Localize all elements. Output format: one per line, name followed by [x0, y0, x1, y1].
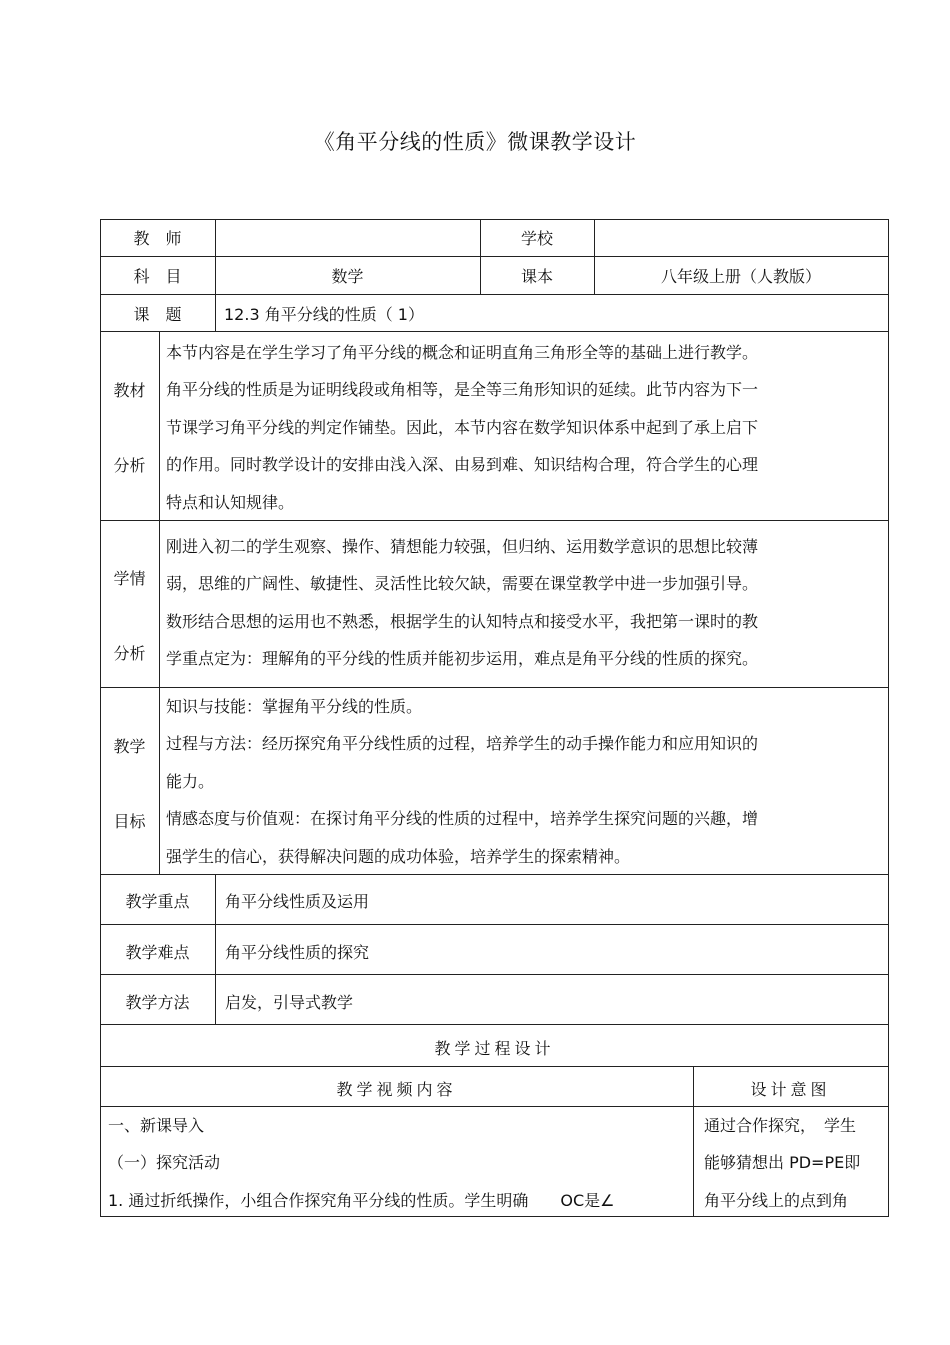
method-value: 启发，引导式教学: [225, 993, 354, 1012]
paragraph-line: 知识与技能：掌握角平分线的性质。: [166, 697, 423, 716]
paragraph-line: 学重点定为：理解角的平分线的性质并能初步运用，难点是角平分线的性质的探究。: [166, 649, 759, 669]
method-label: 教学方法: [125, 993, 190, 1012]
design-intent-header: 设计意图: [750, 1080, 831, 1099]
subject-value: 数学: [331, 267, 364, 286]
paragraph-line: 强学生的信心，获得解决问题的成功体验，培养学生的探索精神。: [166, 846, 631, 866]
paragraph-line: 1. 通过折纸操作，小组合作探究角平分线的性质。学生明确 OC是∠: [108, 1190, 615, 1210]
difficulty-label: 教学难点: [125, 943, 190, 962]
design-intent-text: [704, 1107, 886, 1219]
paragraph-line: 的作用。同时教学设计的安排由浅入深、由易到难、知识结构合理，符合学生的心理: [166, 455, 759, 475]
students-label-bottom: 分析: [113, 644, 146, 663]
students-label-top: 学情: [113, 569, 146, 588]
topic-label: 课 题: [133, 305, 182, 324]
paragraph-line: 过程与方法：经历探究角平分线性质的过程，培养学生的动手操作能力和应用知识的: [166, 734, 759, 754]
paragraph-line: （一）探究活动: [108, 1153, 221, 1173]
goals-label-top: 教学: [113, 737, 146, 756]
paragraph-line: 弱，思维的广阔性、敏捷性、灵活性比较欠缺，需要在课堂教学中进一步加强引导。: [166, 574, 759, 594]
key-point-label: 教学重点: [125, 892, 190, 911]
paragraph-line: 情感态度与价值观：在探讨角平分线的性质的过程中，培养学生探究问题的兴趣，增: [166, 809, 759, 829]
paragraph-line: 特点和认知规律。: [166, 492, 295, 512]
textbook-value: 八年级上册（人教版）: [660, 267, 821, 286]
paragraph-line: 刚进入初二的学生观察、操作、猜想能力较强，但归纳、运用数学意识的思想比较薄: [166, 537, 759, 556]
school-label: 学校: [520, 229, 553, 248]
goals-label-bottom: 目标: [113, 812, 146, 831]
paragraph-line: 数形结合思想的运用也不熟悉，根据学生的认知特点和接受水平，我把第一课时的教: [166, 611, 759, 631]
subject-label: 科 目: [133, 267, 182, 286]
video-content-header: 教学视频内容: [336, 1080, 457, 1099]
paragraph-line: 角平分线的性质是为证明线段或角相等，是全等三角形知识的延续。此节内容为下一: [166, 380, 759, 400]
material-analysis-text: [166, 334, 886, 521]
material-label-bottom: 分析: [113, 456, 146, 475]
page-title: 《角平分线的性质》微课教学设计: [313, 130, 637, 154]
key-point-value: 角平分线性质及运用: [225, 892, 370, 911]
teacher-label: 教 师: [133, 229, 182, 248]
paragraph-line: 一、新课导入: [108, 1116, 205, 1135]
difficulty-value: 角平分线性质的探究: [225, 943, 370, 962]
student-analysis-text: [166, 528, 886, 678]
paragraph-line: 能力。: [166, 771, 215, 791]
material-label-top: 教材: [113, 381, 146, 400]
video-content-text: [108, 1107, 688, 1219]
process-header: 教学过程设计: [434, 1039, 555, 1058]
paragraph-line: 本节内容是在学生学习了角平分线的概念和证明直角三角形全等的基础上进行教学。: [166, 343, 759, 362]
textbook-label: 课本: [520, 267, 553, 286]
paragraph-line: 角平分线上的点到角: [704, 1190, 849, 1210]
topic-value: 12.3 角平分线的性质（ 1）: [224, 305, 424, 324]
paragraph-line: 通过合作探究， 学生: [704, 1116, 857, 1135]
paragraph-line: 能够猜想出 PD=PE即: [704, 1153, 861, 1173]
teaching-goals-text: [166, 688, 886, 875]
paragraph-line: 节课学习角平分线的判定作铺垫。因此，本节内容在数学知识体系中起到了承上启下: [166, 417, 759, 437]
